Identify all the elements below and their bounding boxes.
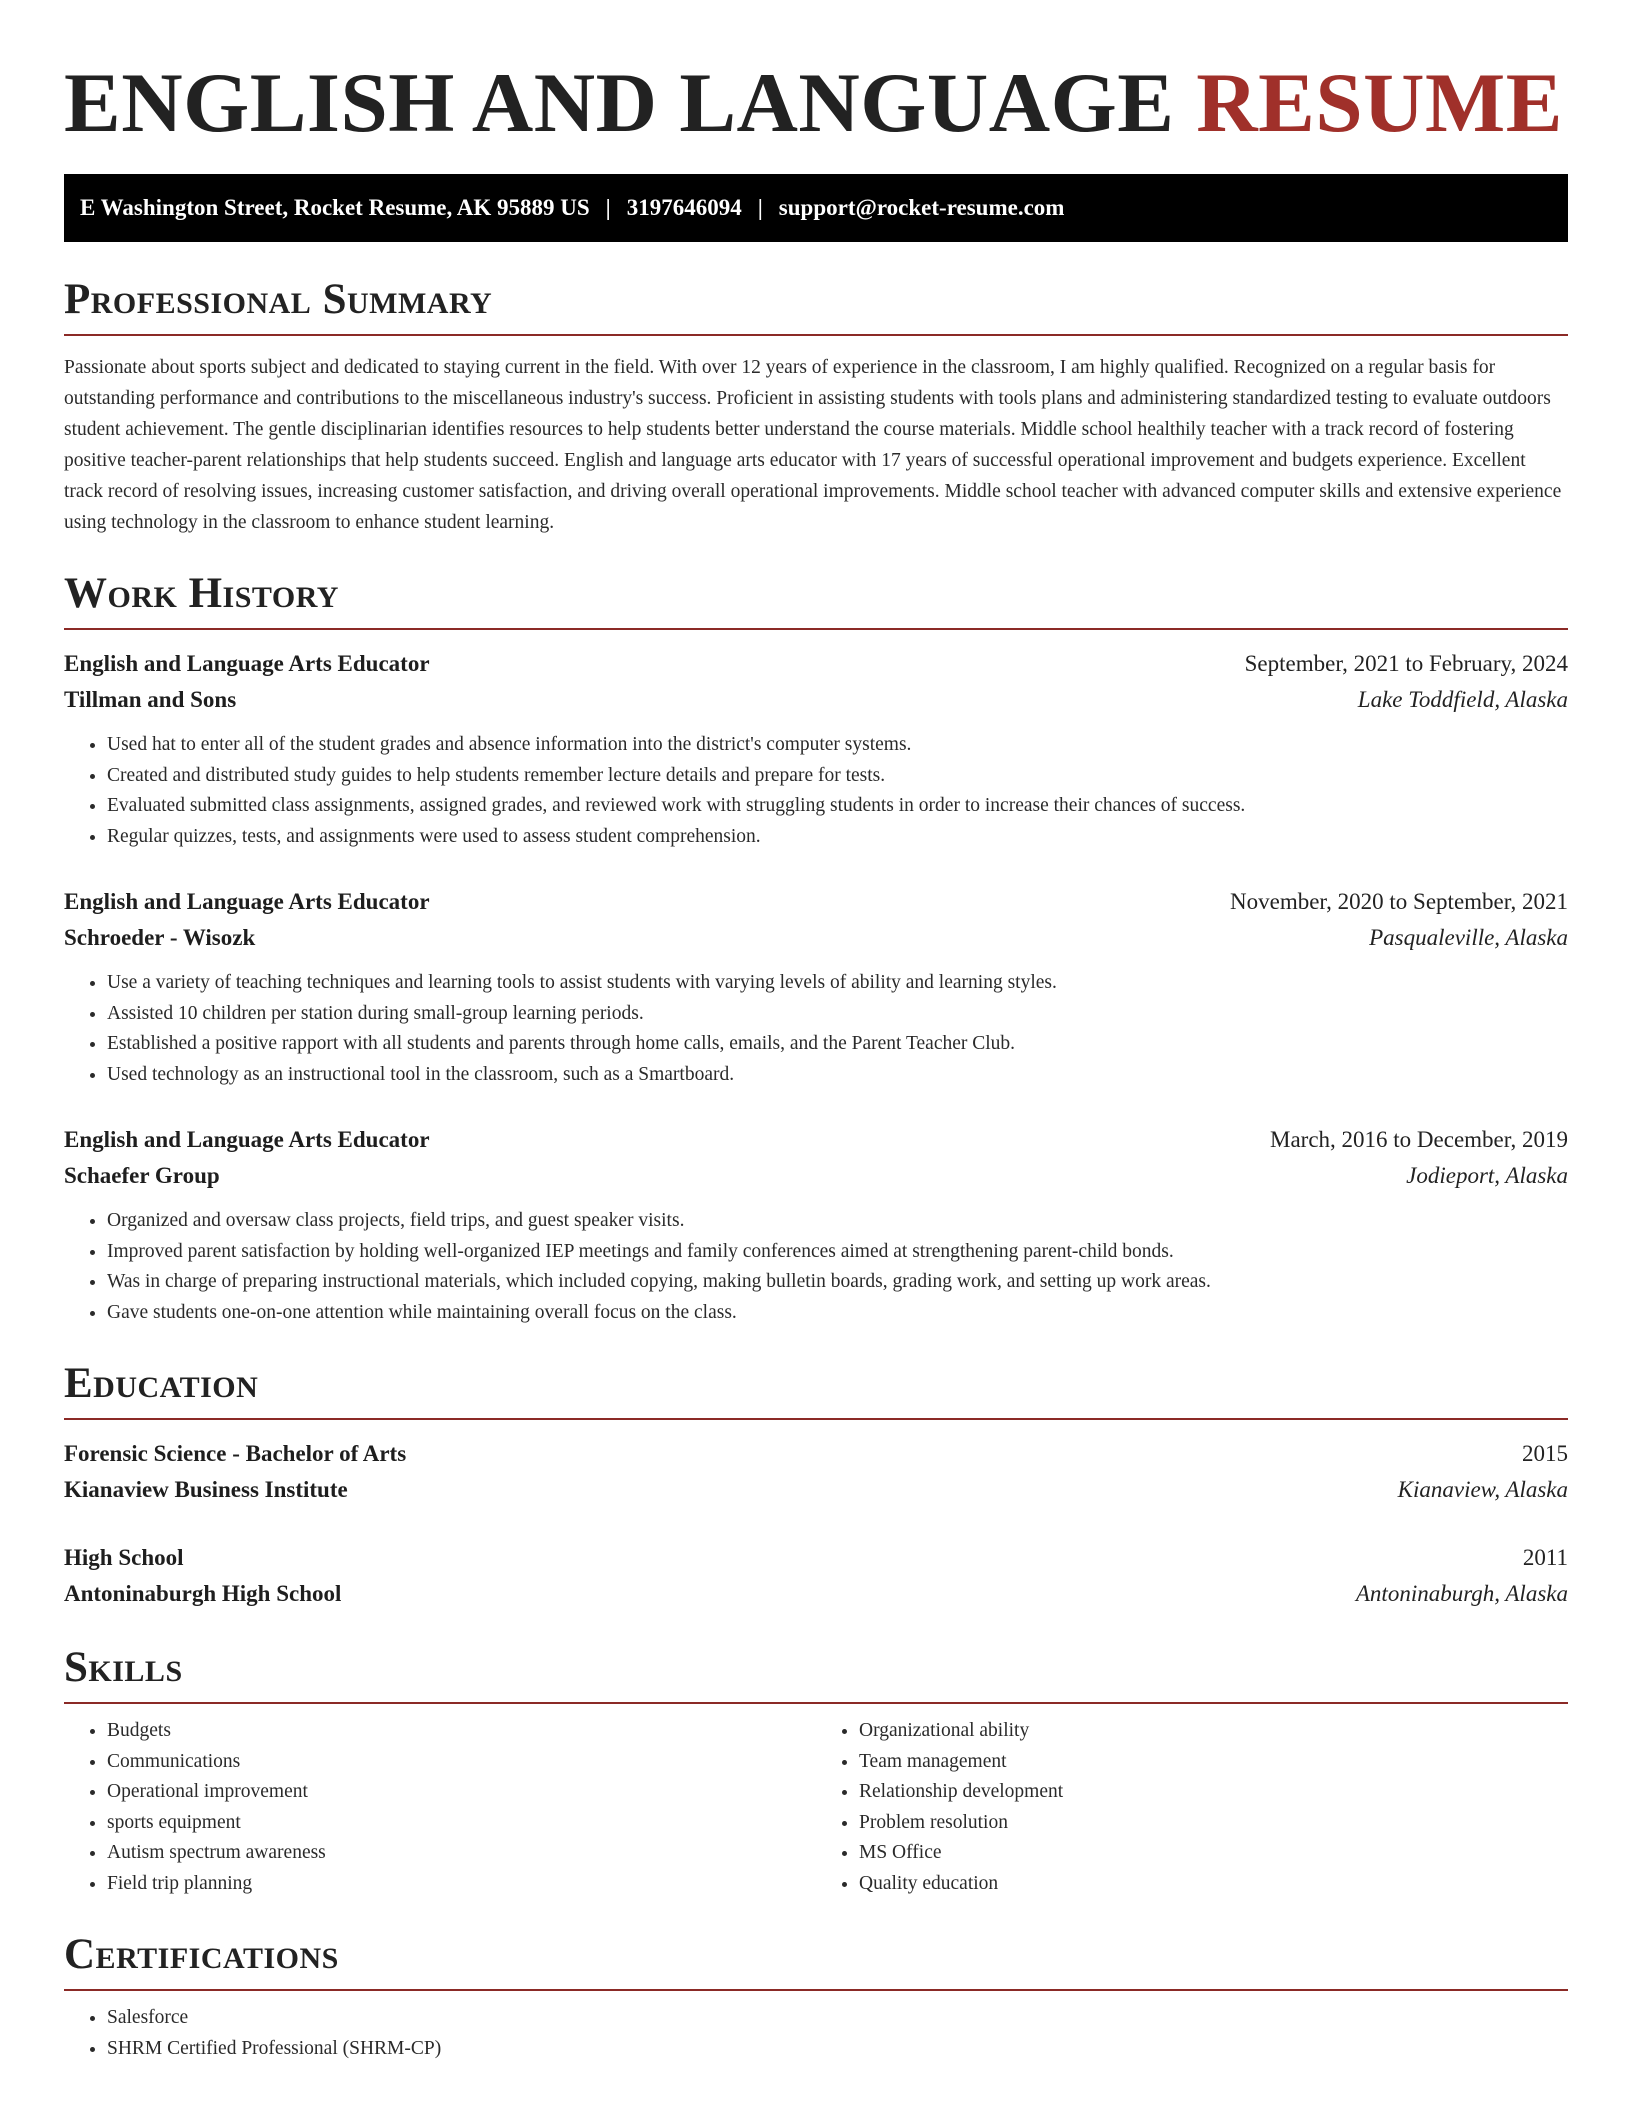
job-location: Jodieport, Alaska bbox=[1406, 1163, 1568, 1188]
contact-separator: | bbox=[757, 195, 763, 220]
job-bullet: • Regular quizzes, tests, and assignments were used to assess student comprehension. bbox=[107, 822, 1568, 853]
education-school: Antoninaburgh High School bbox=[64, 1581, 342, 1606]
contact-separator: | bbox=[605, 195, 611, 220]
job-company-row bbox=[64, 1158, 1568, 1194]
job-dates: September, 2021 to February, 2024 bbox=[1244, 651, 1568, 676]
job-entry bbox=[64, 884, 1568, 1090]
skills-section bbox=[64, 1642, 1568, 1899]
skill-item: • Organizational ability bbox=[859, 1716, 1568, 1747]
job-title: English and Language Arts Educator bbox=[64, 1127, 430, 1152]
section-rule bbox=[64, 1989, 1568, 1991]
section-heading-work-history: Work History bbox=[64, 570, 339, 617]
job-header-row bbox=[64, 646, 1568, 682]
job-company-row bbox=[64, 682, 1568, 718]
skill-item: • Field trip planning bbox=[107, 1869, 816, 1900]
section-rule bbox=[64, 1418, 1568, 1420]
job-bullet: • Improved parent satisfaction by holding well-organized IEP meetings and family conferences aimed at strengthening parent-child bonds. bbox=[107, 1237, 1568, 1268]
job-bullets bbox=[64, 1206, 1568, 1328]
education-year: 2015 bbox=[1522, 1441, 1568, 1466]
section-rule bbox=[64, 334, 1568, 336]
skill-item: • Autism spectrum awareness bbox=[107, 1838, 816, 1869]
job-bullet: • Established a positive rapport with all students and parents through home calls, emails, and the Parent Teacher Club. bbox=[107, 1029, 1568, 1060]
skill-item: • Problem resolution bbox=[859, 1808, 1568, 1839]
job-bullet: • Used hat to enter all of the student grades and absence information into the district's computer systems. bbox=[107, 730, 1568, 761]
education-degree: Forensic Science - Bachelor of Arts bbox=[64, 1441, 407, 1466]
summary-text: Passionate about sports subject and dedicated to staying current in the field. With over 12 years of experience in the classroom, I am highly qualified. Recognized on a regular basis for outstanding performance and contributions to the miscellaneous industry's success. Proficient in assisting students with tools plans and administering standardized testing to evaluate outdoors student achievement. The gentle disciplinarian identifies resources to help students better understand the course materials. Middle school healthily teacher with a track record of fostering positive teacher-parent relationships that help students succeed. English and language arts educator with 17 years of successful operational improvement and budgets experience. Excellent track record of resolving issues, increasing customer satisfaction, and driving overall operational improvements. Middle school teacher with advanced computer skills and extensive experience using technology in the classroom to enhance student learning. bbox=[64, 357, 1562, 533]
job-bullet: • Used technology as an instructional tool in the classroom, such as a Smartboard. bbox=[107, 1060, 1568, 1091]
skills-column-right bbox=[816, 1716, 1568, 1899]
section-rule bbox=[64, 1702, 1568, 1704]
education-school-row bbox=[64, 1472, 1568, 1508]
education-degree: High School bbox=[64, 1545, 184, 1570]
skill-item: • Communications bbox=[107, 1747, 816, 1778]
contact-email: support@rocket-resume.com bbox=[778, 195, 1065, 220]
education-degree-row bbox=[64, 1436, 1568, 1472]
education-section bbox=[64, 1358, 1568, 1612]
job-bullet: • Gave students one-on-one attention while maintaining overall focus on the class. bbox=[107, 1298, 1568, 1329]
job-bullets bbox=[64, 968, 1568, 1090]
section-heading-skills: Skills bbox=[64, 1644, 183, 1691]
job-company-row bbox=[64, 920, 1568, 956]
education-school-row bbox=[64, 1576, 1568, 1612]
certification-item: • Salesforce bbox=[107, 2003, 1568, 2034]
certifications-section bbox=[64, 1929, 1568, 2064]
job-location: Lake Toddfield, Alaska bbox=[1357, 687, 1568, 712]
job-bullet: • Evaluated submitted class assignments, assigned grades, and reviewed work with struggling students in order to increase their chances of success. bbox=[107, 791, 1568, 822]
contact-address: E Washington Street, Rocket Resume, AK 95889 US bbox=[80, 195, 590, 220]
contact-bar bbox=[64, 174, 1568, 242]
skills-grid bbox=[64, 1716, 1568, 1899]
job-location: Pasqualeville, Alaska bbox=[1369, 925, 1568, 950]
section-rule bbox=[64, 628, 1568, 630]
education-location: Kianaview, Alaska bbox=[1397, 1477, 1568, 1502]
skill-item: • Quality education bbox=[859, 1869, 1568, 1900]
job-bullet: • Was in charge of preparing instructional materials, which included copying, making bulletin boards, grading work, and setting up work areas. bbox=[107, 1267, 1568, 1298]
education-school: Kianaview Business Institute bbox=[64, 1477, 348, 1502]
education-degree-row bbox=[64, 1540, 1568, 1576]
certifications-list bbox=[64, 2003, 1568, 2064]
skill-item: • MS Office bbox=[859, 1838, 1568, 1869]
job-header-row bbox=[64, 884, 1568, 920]
skill-item: • Budgets bbox=[107, 1716, 816, 1747]
job-bullets bbox=[64, 730, 1568, 852]
education-year: 2011 bbox=[1522, 1545, 1568, 1570]
skill-item: • Relationship development bbox=[859, 1777, 1568, 1808]
job-bullet: • Organized and oversaw class projects, field trips, and guest speaker visits. bbox=[107, 1206, 1568, 1237]
section-heading-certifications: Certifications bbox=[64, 1931, 339, 1978]
job-bullet: • Assisted 10 children per station during small-group learning periods. bbox=[107, 999, 1568, 1030]
job-bullet: • Created and distributed study guides to help students remember lecture details and prepare for tests. bbox=[107, 761, 1568, 792]
education-entry bbox=[64, 1436, 1568, 1508]
summary-section bbox=[64, 274, 1568, 538]
job-dates: November, 2020 to September, 2021 bbox=[1230, 889, 1568, 914]
skills-column-left bbox=[64, 1716, 816, 1899]
job-company: Schaefer Group bbox=[64, 1163, 220, 1188]
job-dates: March, 2016 to December, 2019 bbox=[1270, 1127, 1568, 1152]
education-location: Antoninaburgh, Alaska bbox=[1355, 1581, 1568, 1606]
job-entry bbox=[64, 1122, 1568, 1328]
job-company: Tillman and Sons bbox=[64, 687, 237, 712]
section-heading-summary: Professional Summary bbox=[64, 276, 493, 323]
job-entry bbox=[64, 646, 1568, 852]
section-heading-education: Education bbox=[64, 1360, 259, 1407]
certification-item: • SHRM Certified Professional (SHRM-CP) bbox=[107, 2034, 1568, 2065]
skill-item: • Operational improvement bbox=[107, 1777, 816, 1808]
work-history-section bbox=[64, 568, 1568, 1328]
contact-phone: 3197646094 bbox=[626, 195, 742, 220]
job-title: English and Language Arts Educator bbox=[64, 889, 430, 914]
education-entry bbox=[64, 1540, 1568, 1612]
job-title: English and Language Arts Educator bbox=[64, 651, 430, 676]
title-accent: RESUME bbox=[1196, 56, 1563, 150]
job-header-row bbox=[64, 1122, 1568, 1158]
job-company: Schroeder - Wisozk bbox=[64, 925, 256, 950]
resume-title bbox=[64, 0, 1568, 154]
title-main: ENGLISH AND LANGUAGE bbox=[64, 56, 1175, 150]
skill-item: • sports equipment bbox=[107, 1808, 816, 1839]
skill-item: • Team management bbox=[859, 1747, 1568, 1778]
job-bullet: • Use a variety of teaching techniques and learning tools to assist students with varying levels of ability and learning styles. bbox=[107, 968, 1568, 999]
